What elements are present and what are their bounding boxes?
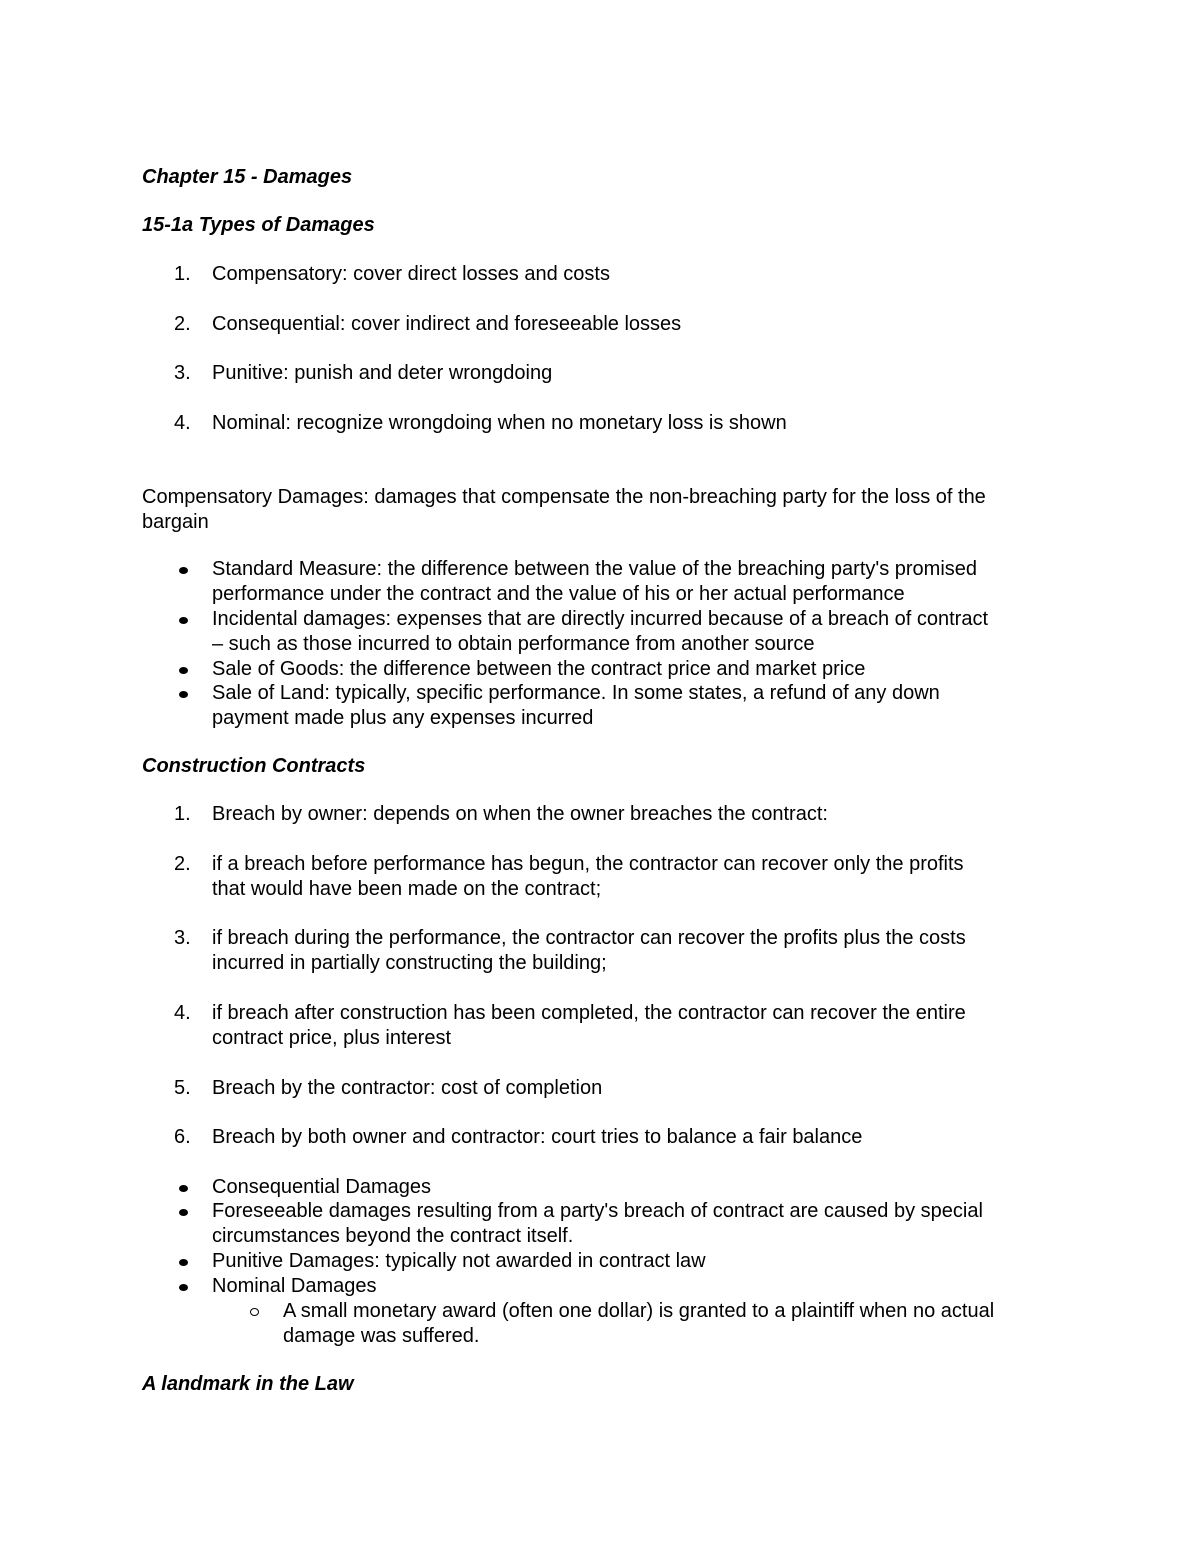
list-item-line: incurred in partially constructing the building; xyxy=(212,952,607,974)
list-item-line: if breach during the performance, the contractor can recover the profits plus the costs xyxy=(212,927,966,949)
compensatory-intro xyxy=(142,485,1062,535)
list-item-text: Nominal: recognize wrongdoing when no monetary loss is shown xyxy=(212,412,787,434)
bullet-item xyxy=(212,1199,1062,1249)
list-number: 2. xyxy=(174,853,191,875)
bullet-item xyxy=(212,1175,1062,1200)
list-item-line: Breach by both owner and contractor: court tries to balance a fair balance xyxy=(212,1126,863,1148)
bullet-item xyxy=(212,557,1062,607)
bullet-line: Foreseeable damages resulting from a party's breach of contract are caused by special xyxy=(212,1200,983,1222)
bullet-line: Sale of Goods: the difference between the contract price and market price xyxy=(212,658,866,680)
list-item-text: Punitive: punish and deter wrongdoing xyxy=(212,362,553,384)
paragraph-line: Compensatory Damages: damages that compensate the non-breaching party for the loss of the xyxy=(142,486,986,508)
list-item-line: Breach by owner: depends on when the owner breaches the contract: xyxy=(212,803,828,825)
bullet-line: Standard Measure: the difference between the value of the breaching party's promised xyxy=(212,558,978,580)
bullet-item xyxy=(212,1274,1062,1299)
list-item xyxy=(174,852,1062,902)
list-item xyxy=(174,1076,1062,1101)
list-item xyxy=(174,312,1062,337)
sub-bullet-line: A small monetary award (often one dollar) is granted to a plaintiff when no actual xyxy=(283,1300,995,1322)
list-number: 4. xyxy=(174,412,191,434)
list-number: 5. xyxy=(174,1077,191,1099)
list-item-line: if breach after construction has been completed, the contractor can recover the entire xyxy=(212,1002,966,1024)
bullet-icon xyxy=(179,1209,188,1216)
sub-bullet-line: damage was suffered. xyxy=(283,1325,480,1347)
section-heading-construction: Construction Contracts xyxy=(142,755,366,777)
list-item xyxy=(174,411,1062,436)
section-heading-types: 15-1a Types of Damages xyxy=(142,214,375,236)
list-number: 1. xyxy=(174,803,191,825)
bullet-line: Punitive Damages: typically not awarded in contract law xyxy=(212,1250,706,1272)
list-item xyxy=(174,262,1062,287)
bullet-item xyxy=(212,607,1062,657)
list-item-text: Compensatory: cover direct losses and costs xyxy=(212,263,610,285)
list-item xyxy=(174,1001,1062,1051)
paragraph-line: bargain xyxy=(142,511,209,533)
bullet-line: circumstances beyond the contract itself. xyxy=(212,1225,574,1247)
list-item-line: that would have been made on the contract; xyxy=(212,878,602,900)
list-number: 3. xyxy=(174,927,191,949)
bullet-icon xyxy=(179,1284,188,1291)
bullet-item xyxy=(212,681,1062,731)
bullet-line: Incidental damages: expenses that are directly incurred because of a breach of contract xyxy=(212,608,989,630)
bullet-line: Sale of Land: typically, specific performance. In some states, a refund of any down xyxy=(212,682,940,704)
bullet-line: – such as those incurred to obtain performance from another source xyxy=(212,633,815,655)
bullet-line: Nominal Damages xyxy=(212,1275,377,1297)
bullet-icon xyxy=(179,667,188,674)
list-item-line: contract price, plus interest xyxy=(212,1027,451,1049)
bullet-icon xyxy=(179,691,188,698)
section-heading-landmark: A landmark in the Law xyxy=(142,1373,354,1395)
list-item-text: Consequential: cover indirect and foreseeable losses xyxy=(212,313,682,335)
list-item-line: Breach by the contractor: cost of completion xyxy=(212,1077,603,1099)
hollow-bullet-icon xyxy=(250,1308,259,1316)
list-number: 1. xyxy=(174,263,191,285)
list-number: 4. xyxy=(174,1002,191,1024)
list-item xyxy=(174,1125,1062,1150)
bullet-icon xyxy=(179,567,188,574)
bullet-icon xyxy=(179,617,188,624)
bullet-item xyxy=(212,1249,1062,1274)
bullet-icon xyxy=(179,1185,188,1192)
bullet-line: Consequential Damages xyxy=(212,1176,432,1198)
list-number: 3. xyxy=(174,362,191,384)
list-number: 2. xyxy=(174,313,191,335)
list-item xyxy=(174,361,1062,386)
chapter-title: Chapter 15 - Damages xyxy=(142,166,353,188)
bullet-icon xyxy=(179,1259,188,1266)
sub-bullet-item xyxy=(283,1299,1063,1349)
list-item xyxy=(174,802,1062,827)
list-item xyxy=(174,926,1062,976)
list-number: 6. xyxy=(174,1126,191,1148)
bullet-item xyxy=(212,657,1062,682)
bullet-line: performance under the contract and the value of his or her actual performance xyxy=(212,583,905,605)
bullet-line: payment made plus any expenses incurred xyxy=(212,707,594,729)
list-item-line: if a breach before performance has begun, the contractor can recover only the profits xyxy=(212,853,964,875)
